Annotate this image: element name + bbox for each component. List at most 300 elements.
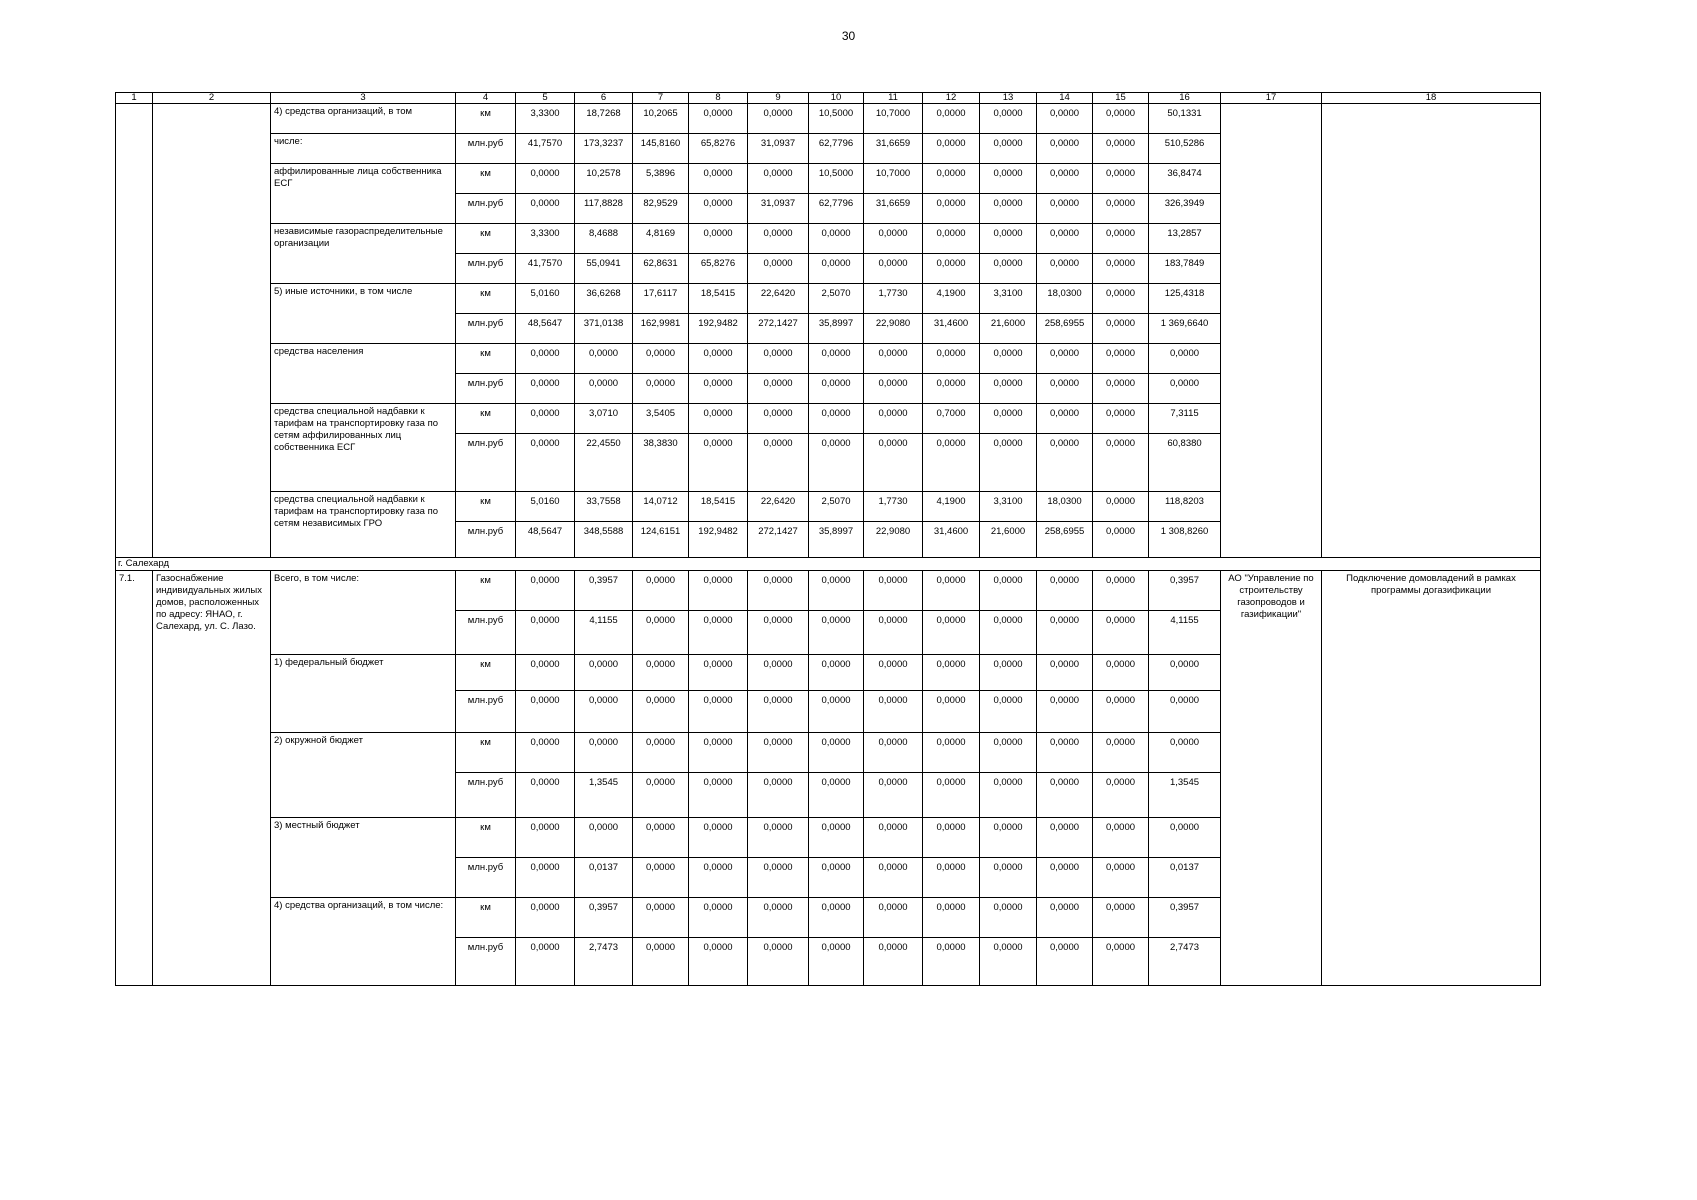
table-cell: 0,0000 xyxy=(1093,733,1149,773)
table-cell: 62,7796 xyxy=(809,194,864,224)
col-header: 18 xyxy=(1322,93,1541,104)
table-cell: 22,4550 xyxy=(575,434,633,492)
table-cell: 510,5286 xyxy=(1149,134,1221,164)
col-header: 13 xyxy=(980,93,1037,104)
table-cell: 0,7000 xyxy=(923,404,980,434)
unit-cell: млн.руб xyxy=(456,691,516,733)
table-cell: 0,3957 xyxy=(575,571,633,611)
table-cell: 0,0000 xyxy=(1093,571,1149,611)
table-cell: 0,0000 xyxy=(516,374,575,404)
unit-cell: млн.руб xyxy=(456,858,516,898)
unit-cell: млн.руб xyxy=(456,314,516,344)
table-cell: 0,0000 xyxy=(923,691,980,733)
table-cell: 3,3100 xyxy=(980,284,1037,314)
table-cell: 0,0000 xyxy=(809,733,864,773)
table-cell: 0,0137 xyxy=(575,858,633,898)
table-cell: 0,0000 xyxy=(748,404,809,434)
table-cell: 3,3300 xyxy=(516,224,575,254)
table-cell: 0,0000 xyxy=(980,898,1037,938)
table-cell: 0,0000 xyxy=(1093,492,1149,522)
source-label: 4) средства организаций, в том xyxy=(271,104,456,134)
table-cell: 0,0000 xyxy=(748,691,809,733)
table-cell: 0,0000 xyxy=(516,611,575,655)
table-cell: 0,0000 xyxy=(575,344,633,374)
table-cell: 0,0000 xyxy=(1149,818,1221,858)
unit-cell: км xyxy=(456,344,516,374)
table-cell: 10,2578 xyxy=(575,164,633,194)
table-cell: 0,0137 xyxy=(1149,858,1221,898)
table-cell: 0,0000 xyxy=(748,224,809,254)
table-cell: 31,4600 xyxy=(923,314,980,344)
table-cell: 0,0000 xyxy=(923,898,980,938)
table-cell: 0,0000 xyxy=(689,611,748,655)
cell-note-empty xyxy=(1322,104,1541,558)
table-cell: 0,0000 xyxy=(864,818,923,858)
table-cell: 0,0000 xyxy=(748,773,809,818)
source-label: 4) средства организаций, в том числе: xyxy=(271,898,456,986)
table-cell: 0,0000 xyxy=(980,404,1037,434)
table-cell: 0,0000 xyxy=(689,773,748,818)
table-cell: 0,0000 xyxy=(923,104,980,134)
table-cell: 0,0000 xyxy=(748,254,809,284)
table-cell: 0,0000 xyxy=(689,224,748,254)
table-cell: 65,8276 xyxy=(689,254,748,284)
table-cell: 192,9482 xyxy=(689,314,748,344)
table-cell: 258,6955 xyxy=(1037,314,1093,344)
table-cell: 18,5415 xyxy=(689,284,748,314)
table-cell: 3,3100 xyxy=(980,492,1037,522)
table-cell: 0,0000 xyxy=(1037,655,1093,691)
table-cell: 348,5588 xyxy=(575,522,633,558)
table-cell: 0,0000 xyxy=(689,655,748,691)
table-cell: 14,0712 xyxy=(633,492,689,522)
unit-cell: млн.руб xyxy=(456,434,516,492)
col-header: 17 xyxy=(1221,93,1322,104)
table-cell: 41,7570 xyxy=(516,134,575,164)
table-cell: 18,0300 xyxy=(1037,492,1093,522)
table-cell: 0,0000 xyxy=(633,733,689,773)
unit-cell: км xyxy=(456,733,516,773)
table-cell: 0,0000 xyxy=(1037,938,1093,986)
table-cell: 0,0000 xyxy=(689,571,748,611)
source-label: 5) иные источники, в том числе xyxy=(271,284,456,344)
table-cell: 0,0000 xyxy=(516,938,575,986)
table-cell: 0,0000 xyxy=(1093,818,1149,858)
table-cell: 0,0000 xyxy=(1037,898,1093,938)
table-cell: 0,0000 xyxy=(1037,691,1093,733)
table-cell: 0,0000 xyxy=(748,655,809,691)
table-cell: 0,0000 xyxy=(1093,691,1149,733)
unit-cell: млн.руб xyxy=(456,134,516,164)
table-cell: 0,0000 xyxy=(864,254,923,284)
table-cell: 0,0000 xyxy=(633,655,689,691)
source-label: Всего, в том числе: xyxy=(271,571,456,655)
table-cell: 0,0000 xyxy=(923,164,980,194)
table-cell: 21,6000 xyxy=(980,314,1037,344)
table-cell: 0,0000 xyxy=(1093,655,1149,691)
table-cell: 0,0000 xyxy=(1037,571,1093,611)
table-cell: 0,0000 xyxy=(923,733,980,773)
table-cell: 0,0000 xyxy=(809,858,864,898)
table-cell: 0,0000 xyxy=(864,898,923,938)
col-header: 4 xyxy=(456,93,516,104)
table-cell: 21,6000 xyxy=(980,522,1037,558)
col-header: 11 xyxy=(864,93,923,104)
table-cell: 31,0937 xyxy=(748,134,809,164)
table-cell: 0,0000 xyxy=(689,194,748,224)
table-cell: 0,0000 xyxy=(1149,655,1221,691)
table-cell: 5,0160 xyxy=(516,492,575,522)
table-cell: 0,0000 xyxy=(1037,818,1093,858)
table-cell: 0,0000 xyxy=(864,733,923,773)
table-cell: 0,0000 xyxy=(923,254,980,284)
table-cell: 0,0000 xyxy=(633,374,689,404)
table-cell: 0,0000 xyxy=(1093,194,1149,224)
table-cell: 0,0000 xyxy=(516,571,575,611)
table-cell: 0,0000 xyxy=(575,655,633,691)
cell-executor-empty xyxy=(1221,104,1322,558)
table-cell: 0,0000 xyxy=(1093,134,1149,164)
executor: АО "Управление по строительству газопроводов и газификации" xyxy=(1221,571,1322,986)
table-cell: 0,0000 xyxy=(689,344,748,374)
table-cell: 0,0000 xyxy=(980,818,1037,858)
item-number: 7.1. xyxy=(116,571,153,986)
unit-cell: млн.руб xyxy=(456,773,516,818)
table-cell: 0,3957 xyxy=(1149,571,1221,611)
table-cell: 272,1427 xyxy=(748,314,809,344)
table-cell: 0,0000 xyxy=(1149,733,1221,773)
table-cell: 0,0000 xyxy=(980,938,1037,986)
table-cell: 0,0000 xyxy=(809,898,864,938)
table-cell: 0,0000 xyxy=(809,655,864,691)
page-number: 30 xyxy=(841,29,856,43)
col-header: 9 xyxy=(748,93,809,104)
table-cell: 173,3237 xyxy=(575,134,633,164)
table-cell: 38,3830 xyxy=(633,434,689,492)
table-cell: 0,0000 xyxy=(1093,374,1149,404)
table-cell: 0,0000 xyxy=(923,773,980,818)
col-header: 2 xyxy=(153,93,271,104)
table-cell: 4,1900 xyxy=(923,492,980,522)
col-header: 15 xyxy=(1093,93,1149,104)
table-cell: 82,9529 xyxy=(633,194,689,224)
table-cell: 0,0000 xyxy=(923,858,980,898)
table-cell: 0,0000 xyxy=(1037,374,1093,404)
table-cell: 0,0000 xyxy=(1093,314,1149,344)
unit-cell: млн.руб xyxy=(456,194,516,224)
table-cell: 1 308,8260 xyxy=(1149,522,1221,558)
unit-cell: км xyxy=(456,492,516,522)
table-cell: 0,0000 xyxy=(748,898,809,938)
table-cell: 0,0000 xyxy=(864,691,923,733)
table-cell: 0,0000 xyxy=(748,611,809,655)
table-cell: 0,0000 xyxy=(516,164,575,194)
table-cell: 0,0000 xyxy=(516,858,575,898)
table-cell: 0,0000 xyxy=(1037,773,1093,818)
table-cell: 0,0000 xyxy=(748,818,809,858)
table-cell: 10,2065 xyxy=(633,104,689,134)
table-cell: 0,0000 xyxy=(748,164,809,194)
table-cell: 0,0000 xyxy=(809,434,864,492)
table-cell: 117,8828 xyxy=(575,194,633,224)
table-cell: 0,0000 xyxy=(864,571,923,611)
table-cell: 0,0000 xyxy=(809,571,864,611)
table-cell: 0,0000 xyxy=(923,134,980,164)
table-cell: 0,0000 xyxy=(748,344,809,374)
table-row xyxy=(116,104,1541,134)
table-cell: 62,7796 xyxy=(809,134,864,164)
table-cell: 0,0000 xyxy=(575,818,633,858)
table-cell: 0,0000 xyxy=(1149,691,1221,733)
table-cell: 125,4318 xyxy=(1149,284,1221,314)
source-label: 1) федеральный бюджет xyxy=(271,655,456,733)
table-cell: 0,0000 xyxy=(923,194,980,224)
table-cell: 0,0000 xyxy=(689,434,748,492)
table-cell: 0,0000 xyxy=(575,691,633,733)
table-cell: 0,0000 xyxy=(1149,374,1221,404)
table-cell: 0,0000 xyxy=(923,818,980,858)
table-cell: 0,0000 xyxy=(864,344,923,374)
col-header: 1 xyxy=(116,93,153,104)
table-cell: 22,6420 xyxy=(748,492,809,522)
table-cell: 0,0000 xyxy=(1093,224,1149,254)
table-cell: 258,6955 xyxy=(1037,522,1093,558)
table-cell: 0,0000 xyxy=(689,104,748,134)
table-cell: 0,0000 xyxy=(809,611,864,655)
table-cell: 36,8474 xyxy=(1149,164,1221,194)
table-cell: 0,0000 xyxy=(633,611,689,655)
table-cell: 0,0000 xyxy=(516,733,575,773)
table-cell: 0,0000 xyxy=(864,434,923,492)
table-cell: 371,0138 xyxy=(575,314,633,344)
table-cell: 0,0000 xyxy=(809,773,864,818)
table-cell: 0,0000 xyxy=(689,404,748,434)
table-cell: 0,0000 xyxy=(748,733,809,773)
table-cell: 0,0000 xyxy=(1037,858,1093,898)
table-cell: 2,5070 xyxy=(809,284,864,314)
table-cell: 0,0000 xyxy=(1093,938,1149,986)
table-cell: 0,0000 xyxy=(980,134,1037,164)
table-cell: 35,8997 xyxy=(809,314,864,344)
col-header: 10 xyxy=(809,93,864,104)
table-cell: 0,0000 xyxy=(864,611,923,655)
table-cell: 0,0000 xyxy=(864,858,923,898)
col-header: 6 xyxy=(575,93,633,104)
table-cell: 0,0000 xyxy=(980,571,1037,611)
table-cell: 13,2857 xyxy=(1149,224,1221,254)
table-cell: 0,0000 xyxy=(809,344,864,374)
table-cell: 145,8160 xyxy=(633,134,689,164)
table-cell: 0,0000 xyxy=(1093,898,1149,938)
table-cell: 0,0000 xyxy=(748,938,809,986)
table-cell: 0,0000 xyxy=(516,194,575,224)
table-cell: 60,8380 xyxy=(1149,434,1221,492)
unit-cell: км xyxy=(456,404,516,434)
table-cell: 8,4688 xyxy=(575,224,633,254)
table-cell: 0,0000 xyxy=(809,404,864,434)
source-label: аффилированные лица собственника ЕСГ xyxy=(271,164,456,224)
table-cell: 0,0000 xyxy=(980,224,1037,254)
unit-cell: млн.руб xyxy=(456,374,516,404)
table-cell: 0,0000 xyxy=(980,434,1037,492)
col-header: 12 xyxy=(923,93,980,104)
table-cell: 48,5647 xyxy=(516,314,575,344)
cell-number-empty xyxy=(116,104,153,558)
table-cell: 0,0000 xyxy=(980,611,1037,655)
table-cell: 0,0000 xyxy=(980,773,1037,818)
table-cell: 0,0000 xyxy=(864,224,923,254)
table-cell: 0,0000 xyxy=(809,938,864,986)
table-cell: 0,0000 xyxy=(1037,344,1093,374)
unit-cell: км xyxy=(456,818,516,858)
table-cell: 2,7473 xyxy=(1149,938,1221,986)
table-cell: 0,0000 xyxy=(1093,858,1149,898)
table-cell: 0,0000 xyxy=(980,104,1037,134)
table-cell: 31,6659 xyxy=(864,194,923,224)
table-cell: 7,3115 xyxy=(1149,404,1221,434)
source-label: независимые газораспределительные организации xyxy=(271,224,456,284)
table-cell: 0,0000 xyxy=(980,254,1037,284)
table-cell: 0,0000 xyxy=(1093,611,1149,655)
table-cell: 0,0000 xyxy=(748,434,809,492)
table-cell: 0,0000 xyxy=(923,344,980,374)
table-cell: 0,0000 xyxy=(923,374,980,404)
table-cell: 0,0000 xyxy=(689,691,748,733)
table-cell: 0,0000 xyxy=(809,224,864,254)
table-cell: 0,0000 xyxy=(1093,404,1149,434)
table-cell: 2,7473 xyxy=(575,938,633,986)
col-header: 16 xyxy=(1149,93,1221,104)
table-cell: 326,3949 xyxy=(1149,194,1221,224)
table-cell: 0,0000 xyxy=(1093,284,1149,314)
table-cell: 33,7558 xyxy=(575,492,633,522)
source-label: средства населения xyxy=(271,344,456,404)
table-cell: 0,0000 xyxy=(633,571,689,611)
table-cell: 0,0000 xyxy=(1093,434,1149,492)
table-cell: 0,3957 xyxy=(575,898,633,938)
table-cell: 10,5000 xyxy=(809,104,864,134)
table-cell: 0,0000 xyxy=(864,374,923,404)
table-cell: 0,0000 xyxy=(1093,522,1149,558)
table-cell: 2,5070 xyxy=(809,492,864,522)
table-cell: 0,0000 xyxy=(1037,224,1093,254)
table-cell: 10,7000 xyxy=(864,164,923,194)
unit-cell: км xyxy=(456,898,516,938)
table-cell: 55,0941 xyxy=(575,254,633,284)
table-cell: 0,0000 xyxy=(980,655,1037,691)
table-cell: 1,3545 xyxy=(1149,773,1221,818)
table-cell: 162,9981 xyxy=(633,314,689,344)
table-cell: 0,0000 xyxy=(1093,773,1149,818)
table-cell: 0,0000 xyxy=(980,374,1037,404)
source-label: 3) местный бюджет xyxy=(271,818,456,898)
table-cell: 5,3896 xyxy=(633,164,689,194)
unit-cell: км xyxy=(456,571,516,611)
table-cell: 0,0000 xyxy=(1093,104,1149,134)
table-cell: 18,5415 xyxy=(689,492,748,522)
unit-cell: км xyxy=(456,224,516,254)
table-cell: 0,0000 xyxy=(1037,194,1093,224)
table-cell: 0,0000 xyxy=(809,374,864,404)
table-cell: 0,0000 xyxy=(980,733,1037,773)
unit-cell: млн.руб xyxy=(456,938,516,986)
table-cell: 0,0000 xyxy=(689,374,748,404)
table-cell: 41,7570 xyxy=(516,254,575,284)
object-name: Газоснабжение индивидуальных жилых домов, расположенных по адресу: ЯНАО, г. Салехард, ул. С. Лазо. xyxy=(153,571,271,986)
table-cell: 0,0000 xyxy=(689,733,748,773)
table-cell: 0,0000 xyxy=(516,773,575,818)
table-cell: 0,0000 xyxy=(923,611,980,655)
table-cell: 0,0000 xyxy=(689,898,748,938)
table-cell: 0,0000 xyxy=(1149,344,1221,374)
table-cell: 17,6117 xyxy=(633,284,689,314)
table-cell: 0,0000 xyxy=(748,374,809,404)
table-cell: 0,0000 xyxy=(689,858,748,898)
table-cell: 5,0160 xyxy=(516,284,575,314)
table-cell: 18,7268 xyxy=(575,104,633,134)
table-cell: 183,7849 xyxy=(1149,254,1221,284)
table-cell: 0,0000 xyxy=(516,898,575,938)
table-cell: 0,0000 xyxy=(923,434,980,492)
col-header: 8 xyxy=(689,93,748,104)
table-cell: 1 369,6640 xyxy=(1149,314,1221,344)
table-cell: 0,0000 xyxy=(748,858,809,898)
table-row xyxy=(116,571,1541,611)
table-cell: 10,5000 xyxy=(809,164,864,194)
table-cell: 0,0000 xyxy=(1093,164,1149,194)
table-cell: 0,0000 xyxy=(748,104,809,134)
table-cell: 0,0000 xyxy=(1037,104,1093,134)
table-cell: 0,0000 xyxy=(689,938,748,986)
table-cell: 22,6420 xyxy=(748,284,809,314)
cell-name-empty xyxy=(153,104,271,558)
table-cell: 0,0000 xyxy=(923,571,980,611)
table-cell: 0,0000 xyxy=(1037,404,1093,434)
table-cell: 0,0000 xyxy=(1037,164,1093,194)
table-cell: 0,0000 xyxy=(923,224,980,254)
table-cell: 0,0000 xyxy=(923,938,980,986)
source-label: средства специальной надбавки к тарифам на транспортировку газа по сетям независимых ГРО xyxy=(271,492,456,558)
table-cell: 0,3957 xyxy=(1149,898,1221,938)
table-cell: 0,0000 xyxy=(809,818,864,858)
table-cell: 118,8203 xyxy=(1149,492,1221,522)
table-cell: 0,0000 xyxy=(1037,434,1093,492)
table-cell: 0,0000 xyxy=(809,691,864,733)
col-header: 7 xyxy=(633,93,689,104)
col-header: 3 xyxy=(271,93,456,104)
table-cell: 3,5405 xyxy=(633,404,689,434)
col-header: 14 xyxy=(1037,93,1093,104)
table-cell: 0,0000 xyxy=(1037,611,1093,655)
table-cell: 36,6268 xyxy=(575,284,633,314)
note: Подключение домовладений в рамках программы догазификации xyxy=(1322,571,1541,986)
table-cell: 0,0000 xyxy=(633,858,689,898)
table-cell: 1,7730 xyxy=(864,284,923,314)
table-cell: 0,0000 xyxy=(1037,254,1093,284)
table-cell: 0,0000 xyxy=(633,898,689,938)
table-cell: 1,3545 xyxy=(575,773,633,818)
table-cell: 192,9482 xyxy=(689,522,748,558)
table-cell: 3,3300 xyxy=(516,104,575,134)
unit-cell: км xyxy=(456,164,516,194)
table-cell: 0,0000 xyxy=(633,691,689,733)
table-cell: 0,0000 xyxy=(1037,134,1093,164)
table-cell: 0,0000 xyxy=(516,818,575,858)
table-cell: 0,0000 xyxy=(516,655,575,691)
table-cell: 0,0000 xyxy=(633,938,689,986)
table-cell: 31,4600 xyxy=(923,522,980,558)
table-cell: 65,8276 xyxy=(689,134,748,164)
